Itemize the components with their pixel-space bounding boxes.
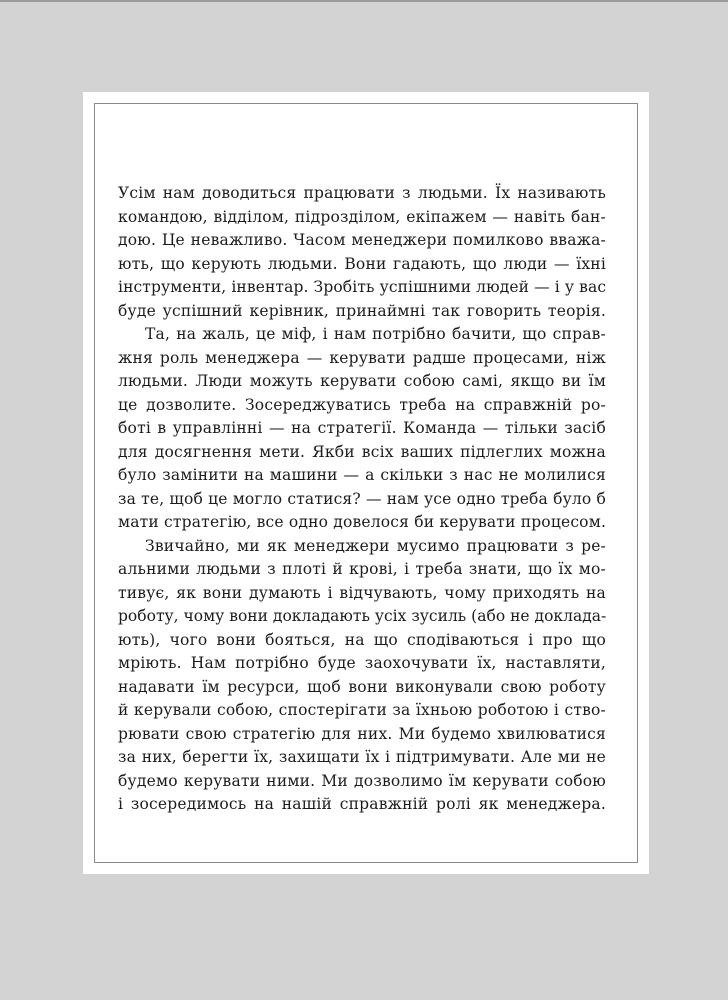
text-line: Звичайно, ми як менеджери мусимо працювати з ре- bbox=[145, 536, 606, 555]
text-line: і зосередимось на нашій справжній ролі як менеджера. bbox=[118, 795, 606, 813]
text-line: людьми. Люди можуть керувати собою самі, якщо ви їм bbox=[118, 372, 606, 390]
text-line: за те, щоб це могло статися? — нам усе одно треба було б bbox=[118, 489, 606, 508]
text-line: для досягнення мети. Якби всіх ваших підлеглих можна bbox=[118, 442, 606, 461]
book-page bbox=[83, 92, 649, 874]
text-line: роботу, чому вони докладають усіх зусиль (або не доклада- bbox=[118, 607, 607, 625]
paragraph-2 bbox=[118, 323, 606, 535]
text-line: командою, відділом, підрозділом, екіпажем — навіть бан- bbox=[118, 207, 606, 226]
text-line: альними людьми з плоті й крові, і треба знати, що їх мо- bbox=[118, 560, 606, 578]
text-line: жня роль менеджера — керувати радше процесами, ніж bbox=[118, 348, 606, 367]
body-text bbox=[118, 182, 606, 817]
paragraph-1 bbox=[118, 182, 606, 323]
text-line: було замінити на машини — а скільки з нас не молилися bbox=[118, 466, 606, 484]
text-line: тивує, як вони думають і відчувають, чому приходять на bbox=[118, 583, 606, 602]
text-line: Усім нам доводиться працювати з людьми. Їх називають bbox=[118, 184, 606, 202]
text-line: мати стратегію, все одно довелося би керувати процесом. bbox=[118, 513, 607, 531]
text-line: боті в управлінні — на стратегії. Команда — тільки засіб bbox=[118, 419, 606, 437]
text-line: це дозволите. Зосереджуватись треба на справжній ро- bbox=[118, 395, 606, 414]
text-line: будемо керувати ними. Ми дозволимо їм керувати собою bbox=[118, 771, 606, 790]
text-line: ють), чого вони бояться, на що сподіваються і про що bbox=[118, 630, 606, 649]
text-line: й керували собою, спостерігати за їхньою роботою і ство- bbox=[118, 701, 606, 719]
paragraph-3 bbox=[118, 535, 606, 817]
text-line: дою. Це неважливо. Часом менеджери помилково вважа- bbox=[118, 231, 606, 249]
text-line: рювати свою стратегію для них. Ми будемо хвилюватися bbox=[118, 724, 606, 743]
text-line: мріють. Нам потрібно буде заохочувати їх, наставляти, bbox=[118, 654, 606, 672]
text-line: буде успішний керівник, принаймні так говорить теорія. bbox=[118, 301, 606, 320]
text-line: інструменти, інвентар. Зробіть успішними людей — і у вас bbox=[118, 278, 607, 296]
text-line: за них, берегти їх, захищати їх і підтримувати. Але ми не bbox=[118, 748, 606, 766]
text-line: ють, що керують людьми. Вони гадають, що люди — їхні bbox=[118, 254, 606, 273]
top-edge-line bbox=[0, 0, 728, 2]
text-line: надавати їм ресурси, щоб вони виконували свою роботу bbox=[118, 677, 606, 696]
text-line: Та, на жаль, це міф, і нам потрібно бачити, що справ- bbox=[145, 325, 606, 343]
